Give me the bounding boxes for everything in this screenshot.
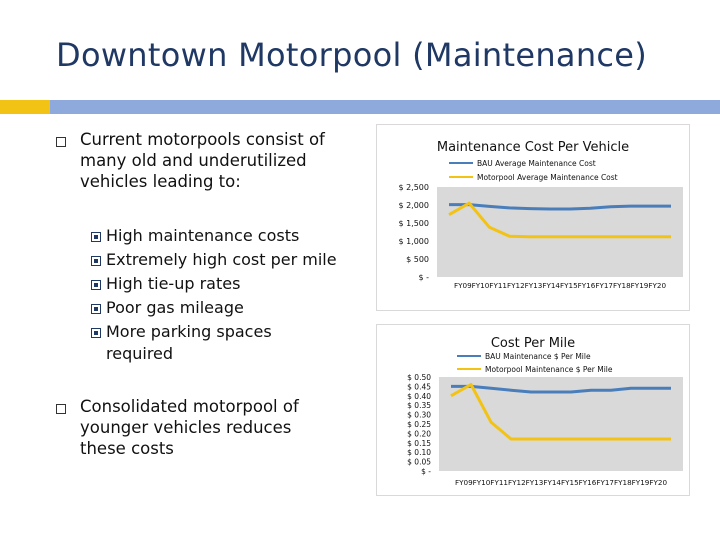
y-tick-label: $ 500 [406, 255, 429, 264]
bullet-line: many old and underutilized [80, 151, 307, 170]
bullet-text [80, 396, 360, 459]
y-tick-label: $ 0.05 [407, 457, 431, 467]
square-bullet-icon [91, 280, 101, 290]
sub-bullet-item: High maintenance costs [106, 226, 300, 245]
chart-title: Maintenance Cost Per Vehicle [436, 140, 630, 155]
y-tick-label: $ 0.25 [407, 420, 431, 429]
x-tick-labels: FY09FY10FY11FY12FY13FY14FY15FY16FY17FY18FY19FY20 [454, 478, 668, 487]
chart-cost-per-mile [377, 325, 689, 495]
y-tick-label: $ - [421, 467, 431, 476]
y-tick-label: $ - [418, 273, 429, 282]
y-tick-label: $ 2,500 [398, 183, 429, 192]
legend-label: BAU Average Maintenance Cost [477, 159, 596, 168]
y-tick-label: $ 0.45 [407, 382, 431, 392]
accent-bar-blue [50, 100, 720, 114]
chart-title: Cost Per Mile [490, 336, 576, 351]
accent-bar-yellow [0, 100, 50, 114]
square-bullet-icon [91, 256, 101, 266]
bullet-line: these costs [80, 439, 174, 458]
chart-panel-cost-per-mile [376, 324, 690, 496]
bullet-line: vehicles leading to: [80, 172, 241, 191]
sub-bullet-item: More parking spaces [106, 322, 272, 341]
y-tick-label: $ 0.30 [407, 410, 431, 420]
chart-maintenance-cost-per-vehicle [377, 125, 689, 310]
y-tick-label: $ 0.35 [407, 401, 431, 411]
bullet-line: Consolidated motorpool of [80, 397, 299, 416]
legend-label: BAU Maintenance $ Per Mile [485, 352, 591, 361]
legend-label: Motorpool Maintenance $ Per Mile [485, 365, 613, 374]
bullet-line: Current motorpools consist of [80, 130, 325, 149]
y-tick-label: $ 0.10 [407, 448, 431, 458]
sub-bullet-item: Extremely high cost per mile [106, 250, 337, 269]
slide-title: Downtown Motorpool (Maintenance) [56, 36, 648, 74]
x-tick-labels: FY09FY10FY11FY12FY13FY14FY15FY16FY17FY18FY19FY20 [453, 281, 667, 290]
y-tick-label: $ 0.50 [407, 373, 431, 382]
checkbox-bullet-icon [56, 404, 66, 414]
sub-bullet-item: Poor gas mileage [106, 298, 244, 317]
legend-label: Motorpool Average Maintenance Cost [477, 173, 618, 182]
chart-panel-maintenance-cost [376, 124, 690, 311]
checkbox-bullet-icon [56, 137, 66, 147]
sub-bullet-item-continued: required [106, 344, 174, 363]
y-tick-label: $ 1,500 [398, 219, 429, 228]
y-tick-label: $ 0.20 [407, 429, 431, 439]
square-bullet-icon [91, 328, 101, 338]
y-tick-label: $ 0.15 [407, 438, 431, 448]
bullet-text [80, 129, 360, 192]
bullet-line: younger vehicles reduces [80, 418, 292, 437]
plot-area [437, 187, 683, 277]
y-tick-label: $ 2,000 [398, 201, 429, 210]
sub-bullet-item: High tie-up rates [106, 274, 241, 293]
square-bullet-icon [91, 232, 101, 242]
square-bullet-icon [91, 304, 101, 314]
y-tick-label: $ 0.40 [407, 391, 431, 401]
y-tick-label: $ 1,000 [398, 237, 429, 246]
